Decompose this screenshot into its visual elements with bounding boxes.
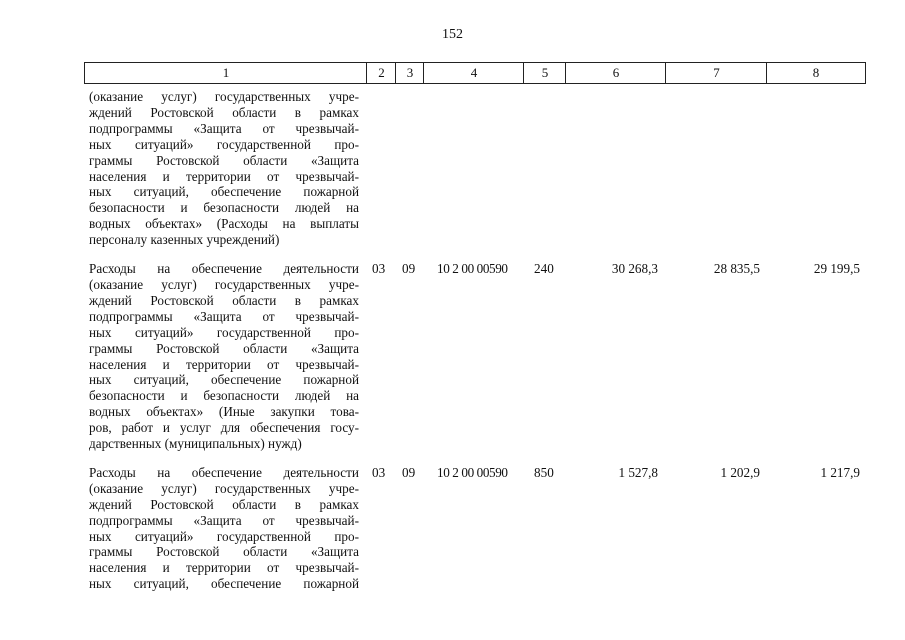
description-line: населения и территории от чрезвычай-: [89, 560, 359, 576]
description-line: граммы Ростовской области «Защита: [89, 544, 359, 560]
description-line: персоналу казенных учреждений): [89, 232, 280, 248]
row-description: [89, 261, 359, 452]
table-body: [0, 89, 905, 592]
header-col-3: 3: [395, 62, 424, 84]
table-row: [0, 261, 905, 452]
description-line: граммы Ростовской области «Защита: [89, 152, 359, 168]
header-col-6: 6: [565, 62, 666, 84]
description-line: ждений Ростовской области в рамках: [89, 292, 359, 308]
header-col-4: 4: [423, 62, 524, 84]
description-line: Расходы на обеспечение деятельности: [89, 261, 359, 277]
description-line: граммы Ростовской области «Защита: [89, 340, 359, 356]
header-col-2: 2: [366, 62, 396, 84]
description-line: населения и территории от чрезвычай-: [89, 356, 359, 372]
description-line: ных ситуаций» государственной про-: [89, 528, 359, 544]
cell-amount-col7: 28 835,5: [713, 261, 760, 277]
description-line: (оказание услуг) государственных учре-: [89, 89, 359, 104]
description-line: населения и территории от чрезвычай-: [89, 168, 359, 184]
page-number: 152: [442, 27, 463, 42]
header-col-1: 1: [84, 62, 367, 84]
description-line: дарственных (муниципальных) нужд): [89, 436, 302, 452]
header-col-7: 7: [665, 62, 767, 84]
description-line: водных объектах» (Расходы на выплаты: [89, 216, 359, 232]
cell-target-code: 10 2 00 00590: [437, 261, 508, 277]
row-description: [89, 89, 359, 248]
description-line: подпрограммы «Защита от чрезвычай-: [89, 512, 359, 528]
header-col-5: 5: [523, 62, 566, 84]
cell-expense-type: 240: [534, 261, 554, 277]
header-col-8: 8: [766, 62, 866, 84]
description-line: подпрограммы «Защита от чрезвычай-: [89, 308, 359, 324]
table-row: [0, 89, 905, 248]
description-line: ных ситуаций, обеспечение пожарной: [89, 184, 359, 200]
description-line: безопасности и безопасности людей на: [89, 388, 359, 404]
cell-target-code: 10 2 00 00590: [437, 464, 508, 480]
cell-amount-col8: 29 199,5: [813, 261, 860, 277]
description-line: (оказание услуг) государственных учре-: [89, 276, 359, 292]
description-line: ждений Ростовской области в рамках: [89, 496, 359, 512]
cell-amount-col6: 30 268,3: [611, 261, 658, 277]
description-line: ных ситуаций, обеспечение пожарной: [89, 372, 359, 388]
cell-amount-col6: 1 527,8: [618, 464, 658, 480]
description-line: ных ситуаций» государственной про-: [89, 324, 359, 340]
cell-section: 03: [372, 464, 386, 480]
cell-section: 03: [372, 261, 386, 277]
description-line: Расходы на обеспечение деятельности: [89, 464, 359, 480]
cell-amount-col8: 1 217,9: [820, 464, 860, 480]
cell-subsection: 09: [402, 464, 416, 480]
cell-subsection: 09: [402, 261, 416, 277]
description-line: ных ситуаций, обеспечение пожарной: [89, 576, 359, 592]
description-line: ных ситуаций» государственной про-: [89, 136, 359, 152]
table-row: [0, 465, 905, 592]
description-line: водных объектах» (Иные закупки това-: [89, 404, 359, 420]
cell-expense-type: 850: [534, 464, 554, 480]
description-line: ров, работ и услуг для обеспечения госу-: [89, 420, 359, 436]
description-line: безопасности и безопасности людей на: [89, 200, 359, 216]
description-line: подпрограммы «Защита от чрезвычай-: [89, 120, 359, 136]
cell-amount-col7: 1 202,9: [720, 464, 760, 480]
description-line: (оказание услуг) государственных учре-: [89, 480, 359, 496]
row-description: [89, 465, 359, 592]
description-line: ждений Ростовской области в рамках: [89, 104, 359, 120]
